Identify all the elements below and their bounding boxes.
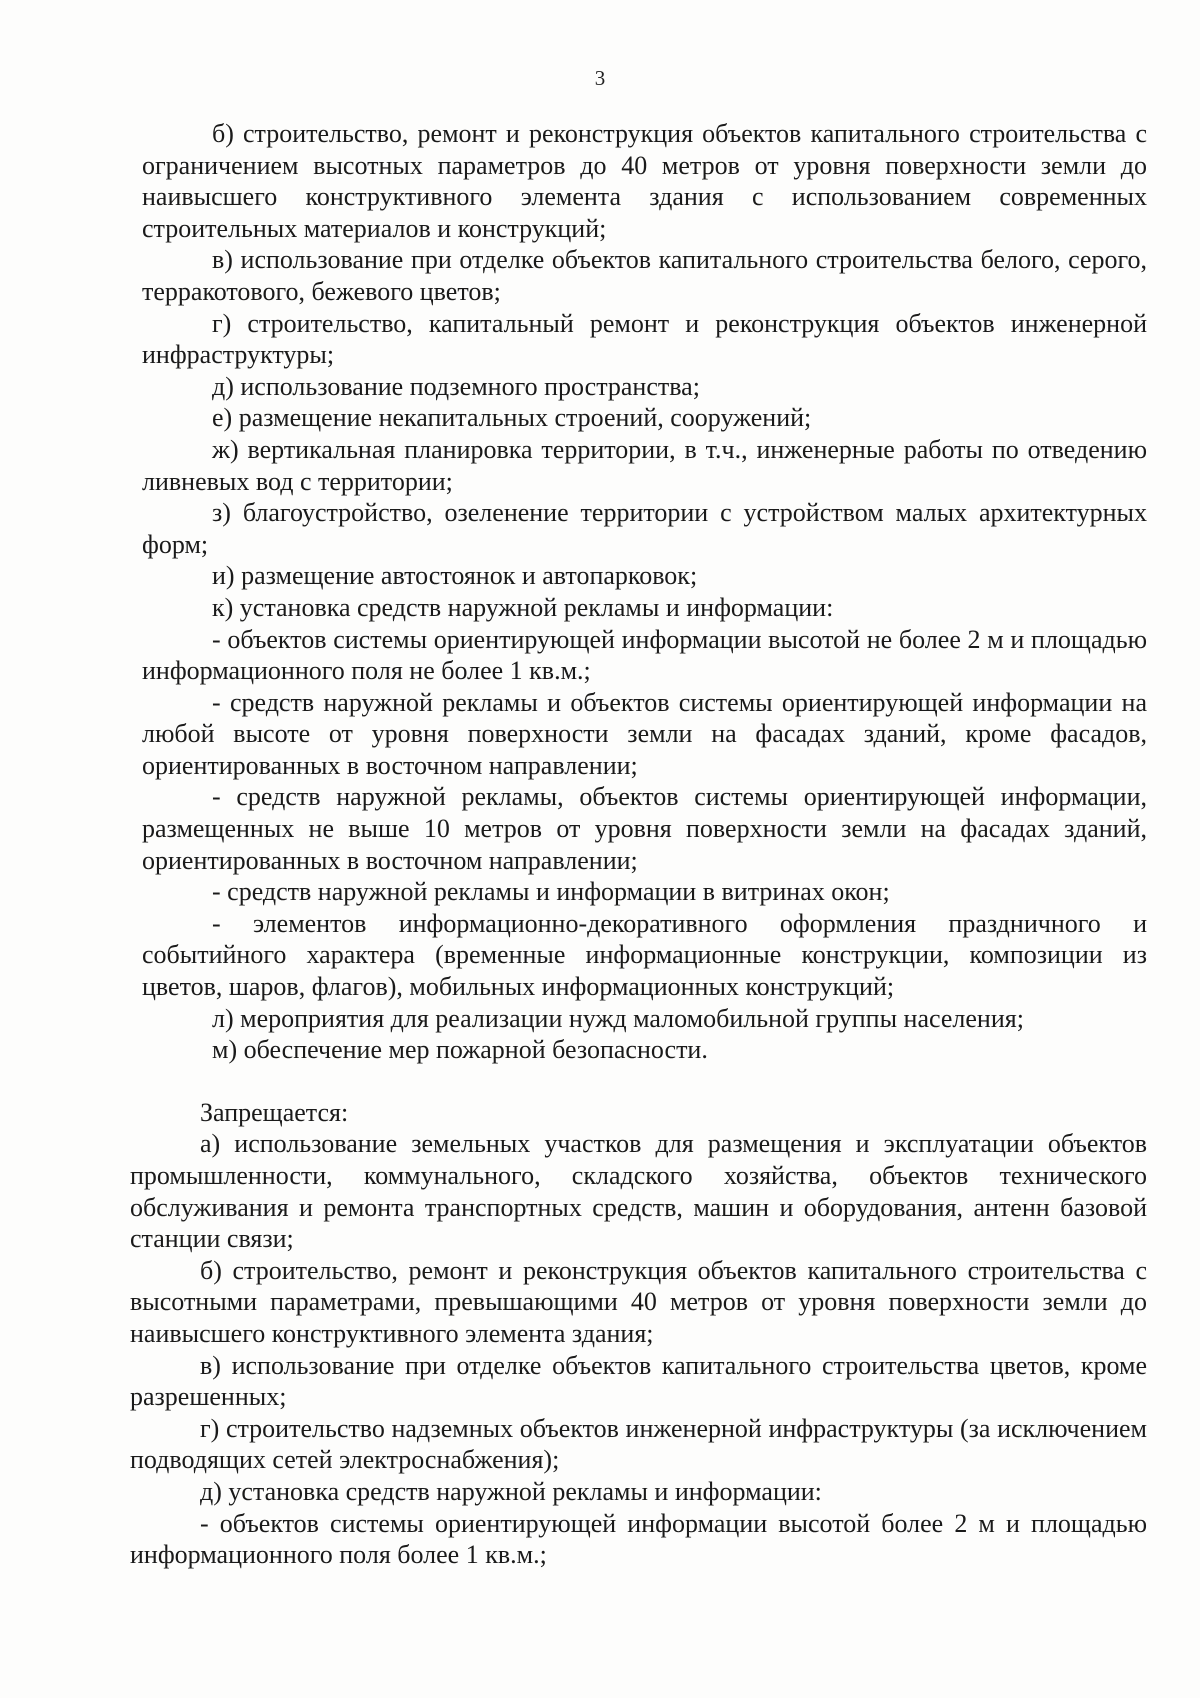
permitted-item-e: е) размещение некапитальных строений, сооружений; [212, 403, 812, 433]
permitted-item-v: в) использование при отделке объектов капитального строительства белого, серого, терракотового, бежевого цветов; [142, 245, 1147, 306]
permitted-item-m: м) обеспечение мер пожарной безопасности. [212, 1035, 708, 1065]
permitted-item-k: к) установка средств наружной рекламы и информации: [212, 592, 834, 622]
page-number: 3 [594, 66, 606, 90]
permitted-subitem-decorative: - элементов информационно-декоративного оформления праздничного и событийного характера (временные информационные конструкции, композиции из цветов, шаров, флагов), мобильных информационных конструкций; [142, 908, 1147, 1002]
permitted-item-d: д) использование подземного пространства; [212, 371, 700, 401]
permitted-item-b: б) строительство, ремонт и реконструкция объектов капитального строительства с ограничением высотных параметров до 40 метров от уровня поверхности земли до наивысшего конструктивного элемента здания с использованием современных строительных материалов и конструкций; [142, 119, 1147, 243]
permitted-subitem-orientation-info: - объектов системы ориентирующей информации высотой не более 2 м и площадью информационного поля не более 1 кв.м.; [142, 624, 1147, 686]
document-body [130, 118, 1147, 1571]
permitted-item-g: г) строительство, капитальный ремонт и реконструкция объектов инженерной инфраструктуры; [142, 308, 1147, 370]
permitted-item-l: л) мероприятия для реализации нужд маломобильной группы населения; [212, 1003, 1024, 1033]
prohibited-item-g: г) строительство надземных объектов инженерной инфраструктуры (за исключением подводящих сетей электроснабжения); [130, 1413, 1147, 1475]
prohibited-item-v: в) использование при отделке объектов капитального строительства цветов, кроме разрешенных; [130, 1350, 1147, 1412]
prohibited-subitem-orientation-info: - объектов системы ориентирующей информации высотой более 2 м и площадью информационного поля более 1 кв.м.; [130, 1508, 1147, 1570]
permitted-item-zh: ж) вертикальная планировка территории, в т.ч., инженерные работы по отведению ливневых вод с территории; [142, 434, 1147, 496]
permitted-item-z: з) благоустройство, озеленение территории с устройством малых архитектурных форм; [142, 498, 1147, 559]
permitted-subitem-any-height: - средств наружной рекламы и объектов системы ориентирующей информации на любой высоте от уровня поверхности земли на фасадах зданий, кроме фасадов, ориентированных в восточном направлении; [142, 687, 1147, 780]
prohibited-item-a: а) использование земельных участков для размещения и эксплуатации объектов промышленности, коммунального, складского хозяйства, объектов технического обслуживания и ремонта транспортных средств, машин и оборудования, антенн базовой станции связи; [130, 1129, 1147, 1254]
prohibited-item-b: б) строительство, ремонт и реконструкция объектов капитального строительства с высотными параметрами, превышающими 40 метров от уровня поверхности земли до наивысшего конструктивного элемента здания; [130, 1255, 1147, 1348]
permitted-item-i: и) размещение автостоянок и автопарковок; [212, 561, 698, 591]
permitted-subitem-east-facades: - средств наружной рекламы, объектов системы ориентирующей информации, размещенных не выше 10 метров от уровня поверхности земли на фасадах зданий, ориентированных в восточном направлении; [142, 782, 1147, 875]
permitted-subitem-shop-windows: - средств наружной рекламы и информации в витринах окон; [212, 877, 890, 907]
prohibited-section [130, 1097, 1147, 1571]
prohibited-item-d: д) установка средств наружной рекламы и информации: [200, 1476, 822, 1506]
prohibited-heading: Запрещается: [200, 1097, 349, 1127]
